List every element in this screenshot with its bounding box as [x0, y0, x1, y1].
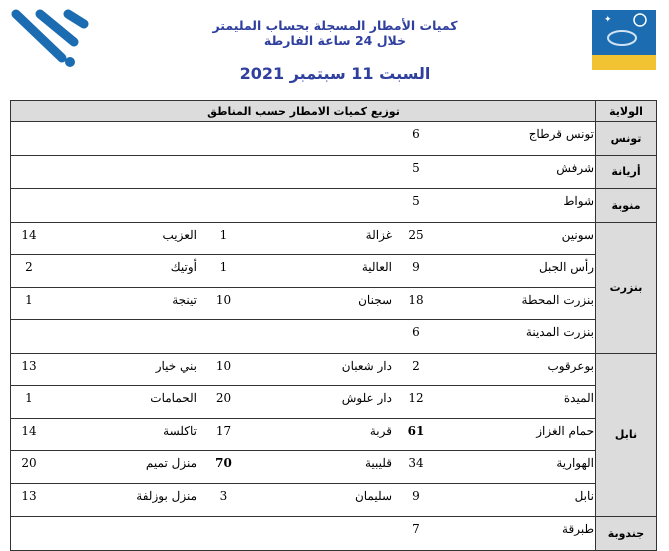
stripes-logo-icon [10, 8, 90, 68]
logo-yellow-band [592, 55, 656, 70]
station-rows [11, 223, 596, 353]
rainfall-value: 6 [412, 325, 420, 339]
governorate-group [11, 122, 656, 156]
rainfall-value: 1 [219, 227, 228, 242]
rainfall-value: 20 [21, 456, 37, 470]
station-name: قليبية [364, 456, 392, 470]
table-row [11, 386, 596, 419]
table-row [11, 189, 596, 222]
station-name: سليمان [354, 488, 392, 503]
station-name: شواط [563, 194, 594, 208]
rainfall-value: 13 [21, 358, 37, 373]
rainfall-value: 1 [219, 260, 228, 274]
report-title: كميات الأمطار المسجلة بحساب المليمتر [212, 18, 458, 33]
rainfall-value: 17 [215, 423, 232, 438]
station-name: نابل [574, 488, 594, 503]
rainfall-value: 14 [21, 227, 37, 242]
governorate-name: نابل [595, 354, 656, 517]
rainfall-value: 12 [408, 391, 424, 405]
station-name: دار شعبان [341, 358, 392, 373]
rainfall-value: 25 [408, 227, 424, 242]
rainfall-value: 70 [215, 456, 232, 470]
station-name: بنزرت المحطة [521, 292, 594, 307]
governorate-group [11, 223, 656, 354]
table-row [11, 122, 596, 155]
station-name: سونين [561, 227, 594, 242]
rainfall-value: 10 [215, 292, 232, 307]
governorate-name: جندوبة [595, 517, 656, 550]
governorate-column-header: الولاية [595, 101, 656, 121]
station-name: الحمامات [150, 391, 197, 405]
report-date: السبت 11 سبتمبر 2021 [239, 64, 431, 83]
rainfall-value: 1 [25, 292, 33, 307]
governorate-group [11, 189, 656, 223]
rainfall-value: 9 [412, 488, 420, 503]
governorate-name: أريانة [595, 156, 656, 189]
station-rows [11, 122, 596, 155]
station-name: قربة [369, 423, 392, 438]
station-name: تاكلسة [163, 423, 197, 438]
station-name: بوعرقوب [547, 358, 594, 373]
report-subtitle: خلال 24 ساعة الفارطة [263, 33, 407, 48]
rainfall-value: 34 [408, 456, 424, 470]
governorate-name: بنزرت [595, 223, 656, 353]
rainfall-value: 18 [408, 292, 424, 307]
table-row [11, 255, 596, 288]
table-row [11, 156, 596, 189]
rainfall-value: 6 [412, 127, 420, 141]
station-rows [11, 156, 596, 189]
table-row [11, 223, 596, 256]
table-row [11, 320, 596, 353]
station-name: العزيب [162, 227, 197, 242]
station-name: أوتيك [170, 260, 197, 274]
station-name: العالية [361, 260, 392, 274]
station-name: الميدة [563, 391, 594, 405]
station-name: تينجة [172, 292, 197, 307]
rainfall-value: 13 [21, 488, 37, 503]
table-row [11, 484, 596, 517]
rainfall-table [10, 100, 657, 551]
table-row [11, 451, 596, 484]
governorate-name: منوبة [595, 189, 656, 222]
governorate-group [11, 354, 656, 518]
rainfall-value: 1 [25, 391, 33, 405]
station-name: تونس قرطاج [528, 127, 594, 141]
station-name: منزل بوزلفة [136, 488, 197, 503]
rainfall-value: 20 [215, 391, 232, 405]
table-row [11, 354, 596, 387]
rainfall-value: 2 [25, 260, 33, 274]
station-name: شرفش [556, 160, 594, 175]
station-name: حمام الغزاز [536, 423, 594, 438]
station-name: منزل تميم [145, 456, 197, 470]
station-name: سجنان [358, 292, 392, 307]
meteorology-institute-logo-icon [592, 10, 656, 70]
rainfall-value: 9 [412, 260, 420, 274]
station-name: الهوارية [556, 456, 594, 470]
rainfall-value: 3 [219, 488, 228, 503]
rainfall-value: 14 [21, 423, 37, 438]
station-rows [11, 354, 596, 517]
rainfall-value: 5 [412, 160, 420, 175]
report-header [200, 18, 470, 48]
rainfall-value: 61 [407, 423, 425, 438]
svg-text:✦: ✦ [604, 15, 612, 25]
rainfall-value: 5 [412, 194, 420, 208]
station-name: طبرقة [562, 522, 594, 536]
station-name: غزالة [365, 227, 392, 242]
station-name: رأس الجبل [538, 260, 594, 274]
governorate-group [11, 517, 656, 551]
table-header-row [11, 101, 656, 122]
governorate-name: تونس [595, 122, 656, 155]
distribution-column-header: توزيع كميات الامطار حسب المناطق [207, 104, 400, 118]
table-row [11, 419, 596, 452]
station-name: بني خيار [155, 358, 197, 373]
table-row [11, 288, 596, 321]
governorate-group [11, 156, 656, 190]
rainfall-value: 2 [412, 358, 420, 373]
station-name: دار علوش [341, 391, 392, 405]
rainfall-value: 7 [412, 522, 420, 536]
rainfall-value: 10 [215, 358, 232, 373]
station-rows [11, 189, 596, 222]
station-name: بنزرت المدينة [525, 325, 594, 339]
